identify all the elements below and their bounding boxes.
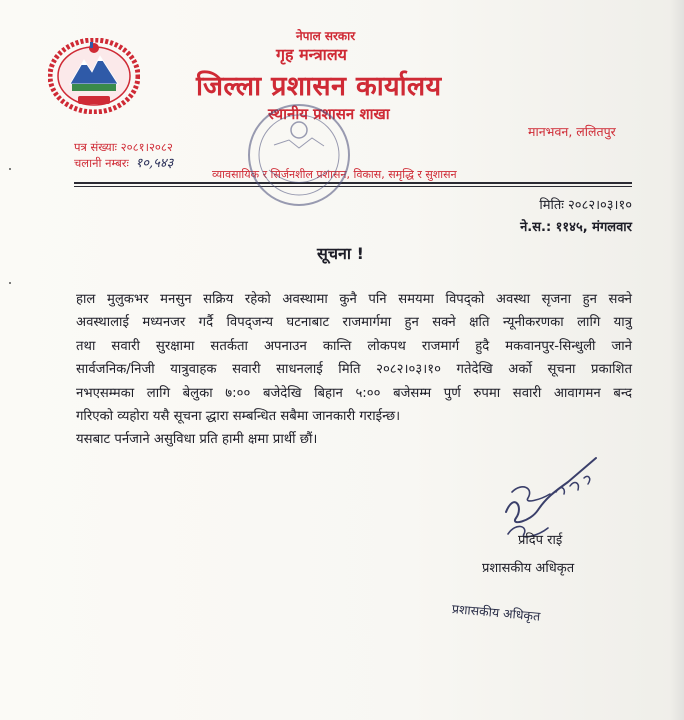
dispatch-number (74, 153, 173, 171)
notice-line: नभएसम्मका लागि बेलुका ७:०० बजेदेखि बिहान ५:०० बजेसम्म पुर्ण रुपमा सवारी आवागमन बन्द (76, 385, 632, 401)
signatory-designation: प्रशासकीय अधिकृत (482, 561, 575, 576)
signatory-name: प्रदिप राई (518, 533, 563, 548)
office-name: जिल्ला प्रशासन कार्यालय (196, 71, 442, 102)
notice-line: सार्वजनिक/निजी यात्रुवाहक सवारी साधनलाई मिति २०८२।०३।१० गतेदेखि अर्को सूचना प्रकाशित (76, 362, 632, 378)
branch-name: स्थानीय प्रशासन शाखा (268, 105, 390, 123)
notice-closing-line: यसबाट पर्नजाने असुविधा प्रति हामी क्षमा प्रार्थी छौं। (76, 432, 318, 448)
paper-edge-shadow (670, 0, 684, 720)
margin-mark (9, 282, 11, 284)
notice-line: गरिएको व्यहोरा यसै सूचना द्धारा सम्बन्धित सबैमा जानकारी गराईन्छ। (76, 409, 401, 425)
office-location: मानभवन, ललितपुर (528, 124, 616, 139)
office-stamp-icon (244, 100, 354, 210)
dispatch-number-value: १०,५४३ (135, 156, 174, 171)
government-name: नेपाल सरकार (296, 29, 356, 43)
notice-line: अवस्थालाई मध्यनजर गर्दै विपद्जन्य घटनाबाट राजमार्गमा हुन सक्ने क्षति न्यूनीकरणका लागि यात्रु (76, 315, 632, 331)
nepal-samvat-date: ने.स.: ११४५, मंगलवार (520, 220, 632, 235)
letter-number-value: २०८१।२०८२ (120, 140, 173, 154)
nepal-emblem-icon (48, 38, 140, 114)
office-motto: व्यावसायिक र सिर्जनशील प्रशासन, विकास, समृद्धि र सुशासन (212, 168, 457, 181)
margin-mark (9, 168, 11, 170)
notice-title: सूचना ! (317, 244, 364, 263)
notice-line: तथा सवारी सुरक्षामा सतर्कता अपनाउन कान्ति लोकपथ राजमार्ग हुदै मकवानपुर-सिन्धुली जाने (76, 338, 632, 354)
notice-body (76, 288, 632, 452)
notice-date: मितिः २०८२।०३।१० (539, 198, 632, 213)
dispatch-number-label: चलानी नम्बरः (74, 156, 129, 170)
letter-number-label: पत्र संख्याः (74, 140, 118, 154)
notice-line: हाल मुलुकभर मनसुन सक्रिय रहेको अवस्थामा कुनै पनि समयमा विपद्को अवस्था सृजना हुन सक्ने (76, 292, 632, 307)
signatory-designation-handwritten: प्रशासकीय अधिकृत (451, 601, 541, 624)
ministry-name: गृह मन्त्रालय (276, 45, 347, 64)
